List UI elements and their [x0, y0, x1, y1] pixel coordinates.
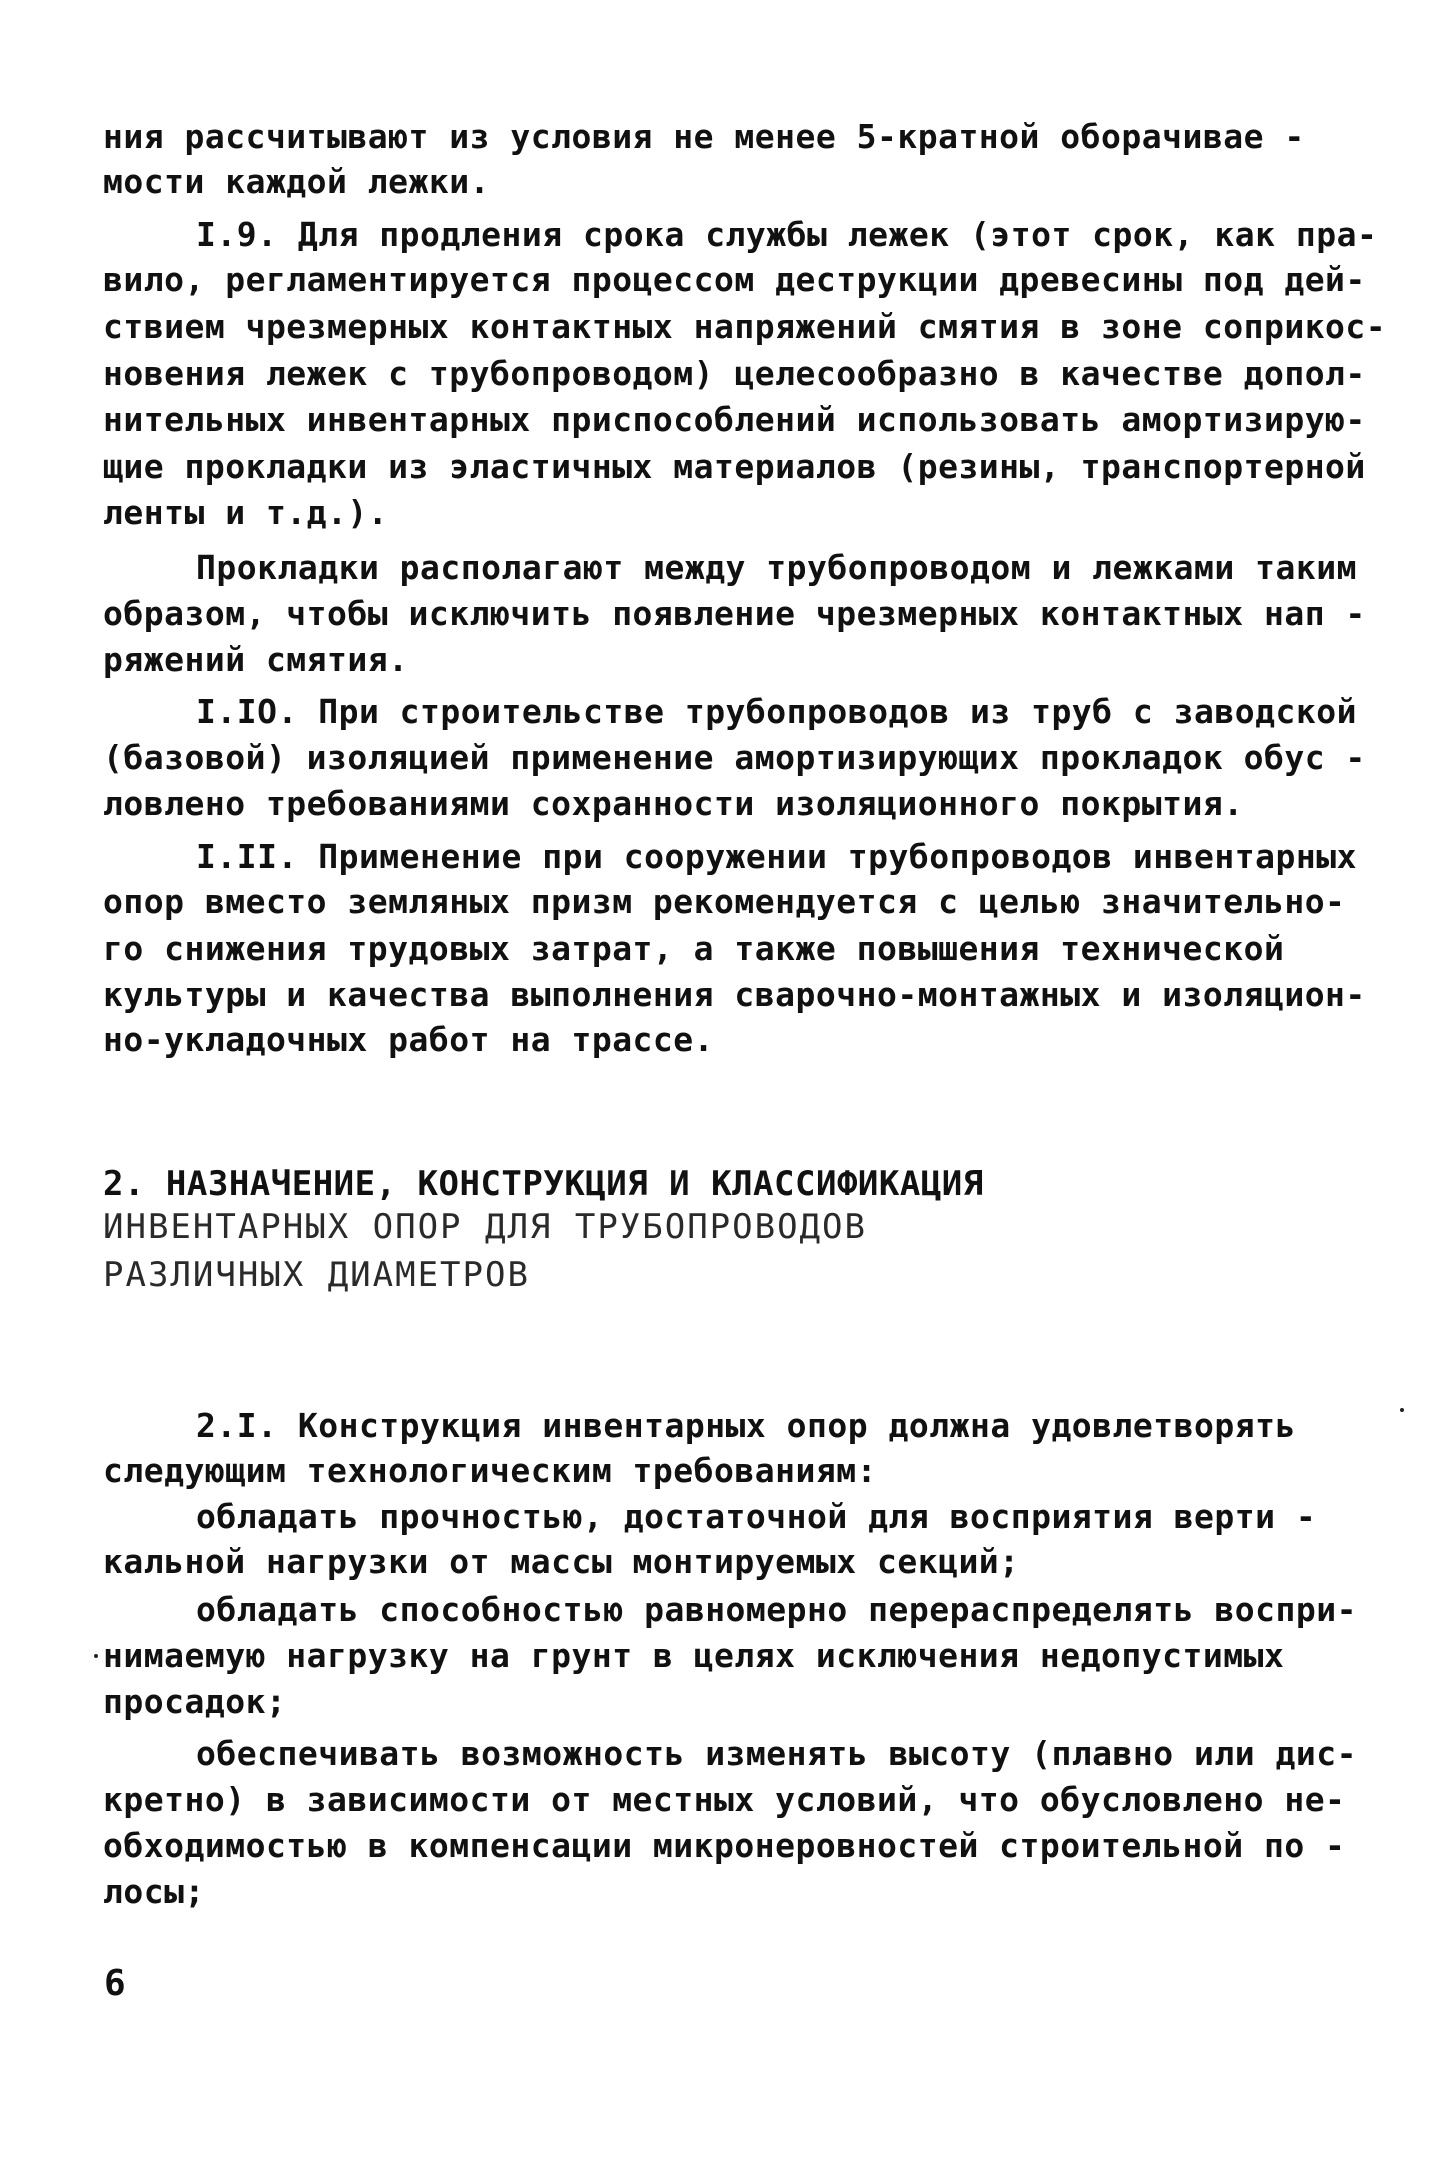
text-line: I.IO. При строительстве трубопроводов из труб с заводской: [196, 692, 1357, 731]
text-line: щие прокладки из эластичных материалов (резины, транспортерной: [103, 447, 1366, 486]
text-line: I.II. Применение при сооружении трубопроводов инвентарных: [196, 837, 1357, 876]
text-line: I.9. Для продления срока службы лежек (этот срок, как пра-: [196, 215, 1378, 254]
text-line: культуры и качества выполнения сварочно-монтажных и изоляцион-: [103, 975, 1366, 1014]
text-line: го снижения трудовых затрат, а также повышения технической: [103, 929, 1285, 968]
text-line: ствием чрезмерных контактных напряжений смятия в зоне соприкос-: [103, 307, 1387, 346]
text-line: ряжений смятия.: [103, 640, 409, 679]
section-heading: РАЗЛИЧНЫХ ДИАМЕТРОВ: [103, 1255, 530, 1295]
list-item: обладать способностью равномерно перераспределять воспри-: [196, 1590, 1357, 1629]
list-item: обладать прочностью, достаточной для восприятия верти -: [196, 1497, 1317, 1536]
list-item: обходимостью в компенсации микронеровностей строительной по -: [103, 1826, 1346, 1865]
text-line: мости каждой лежки.: [103, 162, 490, 201]
list-item: просадок;: [103, 1682, 287, 1721]
list-item: нимаемую нагрузку на грунт в целях исключения недопустимых: [103, 1636, 1285, 1675]
text-line: ленты и т.д.).: [103, 493, 389, 532]
text-line: (базовой) изоляцией применение амортизирующих прокладок обус -: [103, 738, 1366, 777]
text-line: новения лежек с трубопроводом) целесообразно в качестве допол-: [103, 354, 1366, 393]
text-line: образом, чтобы исключить появление чрезмерных контактных нап -: [103, 594, 1366, 633]
text-line: ния рассчитывают из условия не менее 5-кратной оборачивае -: [103, 117, 1305, 156]
list-item: обеспечивать возможность изменять высоту (плавно или дис-: [196, 1734, 1357, 1773]
text-line: ловлено требованиями сохранности изоляционного покрытия.: [103, 784, 1244, 823]
text-line: опор вместо земляных призм рекомендуется с целью значительно-: [103, 882, 1346, 921]
list-item: кальной нагрузки от массы монтируемых секций;: [103, 1542, 1020, 1581]
text-line: нительных инвентарных приспособлений использовать амортизирую-: [103, 400, 1366, 439]
scan-speck: [94, 1654, 98, 1658]
page-number: 6: [104, 1963, 126, 2004]
list-item: кретно) в зависимости от местных условий, что обусловлено не-: [103, 1780, 1346, 1819]
section-heading: 2. НАЗНАЧЕНИЕ, КОНСТРУКЦИЯ И КЛАССИФИКАЦИЯ: [103, 1164, 984, 1204]
text-line: 2.I. Конструкция инвентарных опор должна удовлетворять: [196, 1406, 1296, 1445]
text-line: Прокладки располагают между трубопроводом и лежками таким: [196, 548, 1357, 587]
text-line: следующим технологическим требованиям:: [103, 1451, 877, 1490]
text-line: но-укладочных работ на трассе.: [103, 1020, 715, 1059]
text-line: вило, регламентируется процессом деструкции древесины под дей-: [103, 260, 1366, 299]
scan-speck: [1400, 1408, 1404, 1412]
section-heading: ИНВЕНТАРНЫХ ОПОР ДЛЯ ТРУБОПРОВОДОВ: [103, 1207, 867, 1247]
list-item: лосы;: [103, 1872, 205, 1911]
